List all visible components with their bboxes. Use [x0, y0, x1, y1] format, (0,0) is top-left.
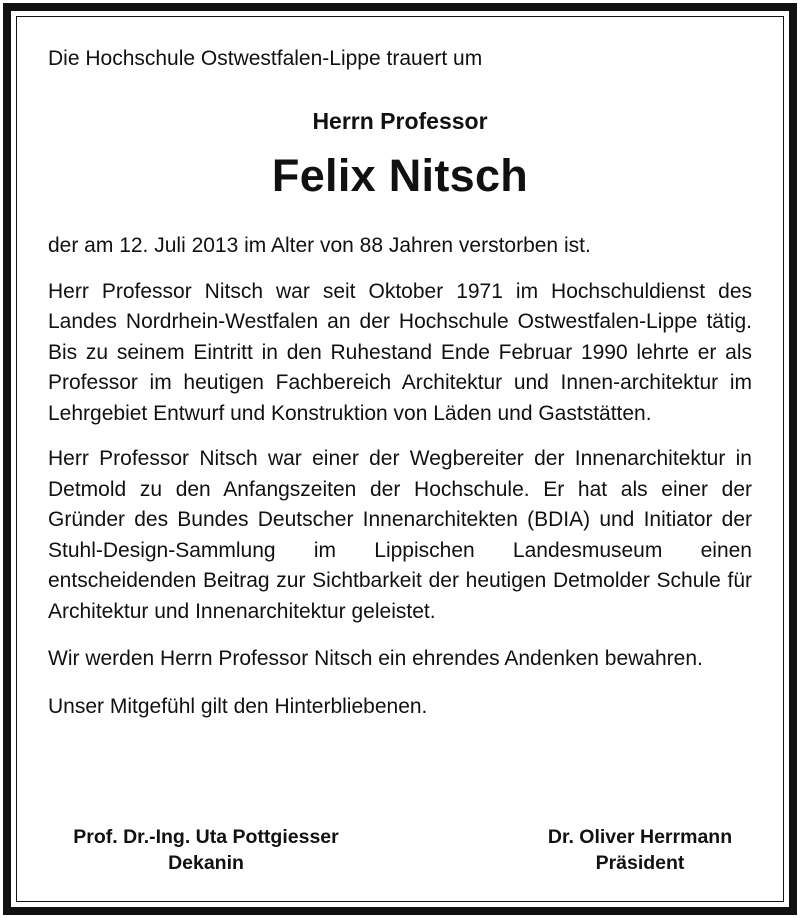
death-date-paragraph: der am 12. Juli 2013 im Alter von 88 Jahren verstorben ist. [48, 234, 591, 257]
sympathy-paragraph: Unser Mitgefühl gilt den Hinterbliebenen. [48, 694, 428, 718]
career-paragraph: Herr Professor Nitsch war seit Oktober 1971 im Hochschuldienst des Landes Nordrhein-Westfalen an der Hochschule Ostwestfalen-Lippe tätig. Bis zu seinem Eintritt in den Ruhestand Ende Februar 1990 lehrte er als Professor im heutigen Fachbereich Architektur und Innen-architektur im Lehrgebiet Entwurf und Konstruktion von Läden und Gaststätten. [48, 279, 752, 425]
signatory-president [528, 824, 752, 876]
obituary-notice [48, 44, 752, 722]
remembrance-paragraph: Wir werden Herrn Professor Nitsch ein ehrendes Andenken bewahren. [48, 647, 703, 670]
deceased-name: Felix Nitsch [271, 150, 529, 201]
signatory-name: Prof. Dr.-Ing. Uta Pottgiesser [73, 826, 339, 848]
salutation: Herrn Professor [312, 108, 488, 134]
signatory-role: Präsident [595, 852, 685, 874]
legacy-paragraph: Herr Professor Nitsch war einer der Wegbereiter der Innenarchitektur in Detmold zu den Anfangszeiten der Hochschule. Er hat als einer der Gründer des Bundes Deutscher Innenarchitekten (BDIA) und Initiator der Stuhl-Design-Sammlung im Lippischen Landesmuseum einen entscheidenden Beitrag zur Sichtbarkeit der heutigen Detmolder Schule für Architektur und Innenarchitektur geleistet. [48, 447, 752, 623]
signatory-name: Dr. Oliver Herrmann [547, 826, 733, 848]
signature-block [48, 824, 752, 880]
signatory-role: Dekanin [168, 852, 244, 874]
signatory-dean [48, 824, 364, 876]
intro-line: Die Hochschule Ostwestfalen-Lippe trauert um [48, 47, 483, 70]
